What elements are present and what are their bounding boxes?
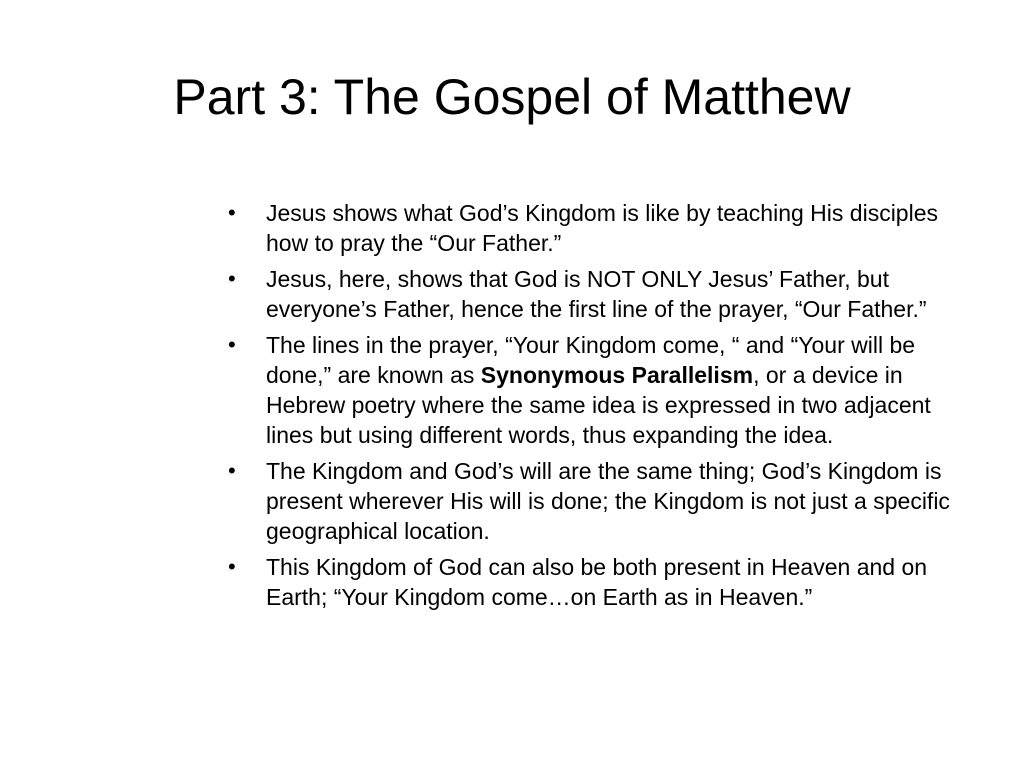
bullet-text-before: The lines in the prayer, “Your Kingdom come, “ and “Your will be done,” are known as xyxy=(266,332,916,388)
bullet-text: This Kingdom of God can also be both present in Heaven and on Earth; “Your Kingdom come…on Earth as in Heaven.” xyxy=(266,554,928,610)
bullet-icon: • xyxy=(228,266,236,291)
bullet-item xyxy=(228,264,958,324)
bullet-item xyxy=(228,198,958,258)
bullet-icon: • xyxy=(228,332,236,357)
slide-title: Part 3: The Gospel of Matthew xyxy=(173,69,851,125)
bullet-text: The Kingdom and God’s will are the same thing; God’s Kingdom is present wherever His will is done; the Kingdom is not just a specific geographical location. xyxy=(266,458,950,544)
bullet-item xyxy=(228,552,958,612)
bullet-item xyxy=(228,330,958,450)
bullet-list xyxy=(228,198,958,618)
bullet-item xyxy=(228,456,958,546)
bullet-text: Jesus shows what God’s Kingdom is like by teaching His disciples how to pray the “Our Father.” xyxy=(266,200,938,256)
bold-term: Synonymous Parallelism xyxy=(480,362,754,388)
bullet-text: Jesus, here, shows that God is NOT ONLY Jesus’ Father, but everyone’s Father, hence the first line of the prayer, “Our Father.” xyxy=(266,266,927,322)
bullet-icon: • xyxy=(228,458,236,483)
bullet-icon: • xyxy=(228,554,236,579)
bullet-text xyxy=(266,332,931,448)
bullet-text-after: , or a device in Hebrew poetry where the same idea is expressed in two adjacent lines but using different words, thus expanding the idea. xyxy=(266,362,931,448)
bullet-icon: • xyxy=(228,200,236,225)
